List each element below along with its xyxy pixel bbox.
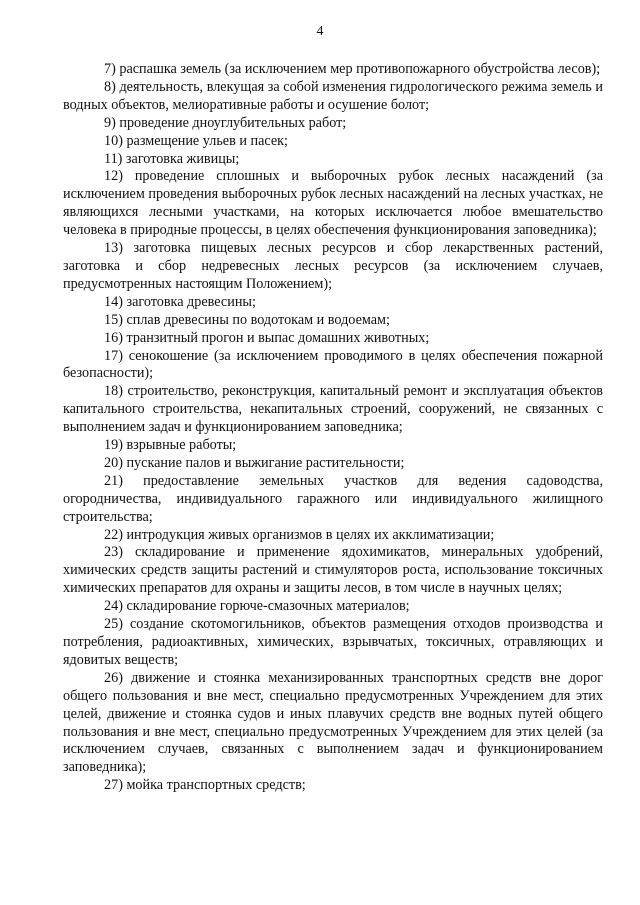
prohibited-activities-list xyxy=(63,61,603,795)
list-item: 18) строительство, реконструкция, капитальный ремонт и эксплуатация объектов капитального строительства, некапитальных строений, сооружений, не связанных с выполнением задач и функционированием заповедника; xyxy=(63,383,603,436)
list-item: 9) проведение дноуглубительных работ; xyxy=(104,114,347,131)
list-item: 15) сплав древесины по водотокам и водоемам; xyxy=(104,311,390,328)
list-item: 22) интродукция живых организмов в целях их акклиматизации; xyxy=(104,526,495,543)
list-item: 25) создание скотомогильников, объектов размещения отходов производства и потребления, радиоактивных, химических, взрывчатых, токсичных, отравляющих и ядовитых веществ; xyxy=(63,616,603,668)
list-item: 23) складирование и применение ядохимикатов, минеральных удобрений, химических средств защиты растений и стимуляторов роста, использование токсичных химических препаратов для охраны и защиты лесов, в том числе в научных целях; xyxy=(63,544,603,597)
list-item: 17) сенокошение (за исключением проводимого в целях обеспечения пожарной безопасности); xyxy=(63,347,603,382)
list-item: 11) заготовка живицы; xyxy=(104,150,240,167)
list-item: 21) предоставление земельных участков для ведения садоводства, огородничества, индивидуального гаражного или индивидуального жилищного строительства; xyxy=(63,472,603,525)
list-item: 10) размещение ульев и пасек; xyxy=(104,132,288,149)
list-item: 16) транзитный прогон и выпас домашних животных; xyxy=(104,329,430,346)
list-item: 14) заготовка древесины; xyxy=(104,293,256,310)
list-item: 13) заготовка пищевых лесных ресурсов и сбор лекарственных растений, заготовка и сбор недревесных лесных ресурсов (за исключением случаев, предусмотренных настоящим Положением); xyxy=(63,240,603,292)
list-item: 24) складирование горюче-смазочных материалов; xyxy=(104,598,410,615)
page-number: 4 xyxy=(316,24,324,39)
list-item: 19) взрывные работы; xyxy=(104,437,237,454)
list-item: 26) движение и стоянка механизированных транспортных средств вне дорог общего пользования и вне мест, специально предусмотренных Учреждением для этих целей, движение и стоянка судов и иных плавучих средств вне водных путей общего пользования и вне мест, специально предусмотренных Учреждением для этих целей (за исключением случаев, связанных с выполнением задач и функционированием заповедника); xyxy=(63,669,603,776)
list-item: 8) деятельность, влекущая за собой изменения гидрологического режима земель и водных объектов, мелиоративные работы и осушение болот; xyxy=(63,78,603,113)
list-item: 12) проведение сплошных и выборочных рубок лесных насаждений (за исключением проведения выборочных рубок лесных насаждений на лесных участках, не являющихся лесными участками, на которых исключается любое вмешательство человека в природные процессы, в целях обеспечения функционирования заповедника); xyxy=(63,168,603,239)
list-item: 27) мойка транспортных средств; xyxy=(104,777,306,794)
list-item: 20) пускание палов и выжигание растительности; xyxy=(104,454,405,471)
list-item: 7) распашка земель (за исключением мер противопожарного обустройства лесов); xyxy=(104,61,601,77)
